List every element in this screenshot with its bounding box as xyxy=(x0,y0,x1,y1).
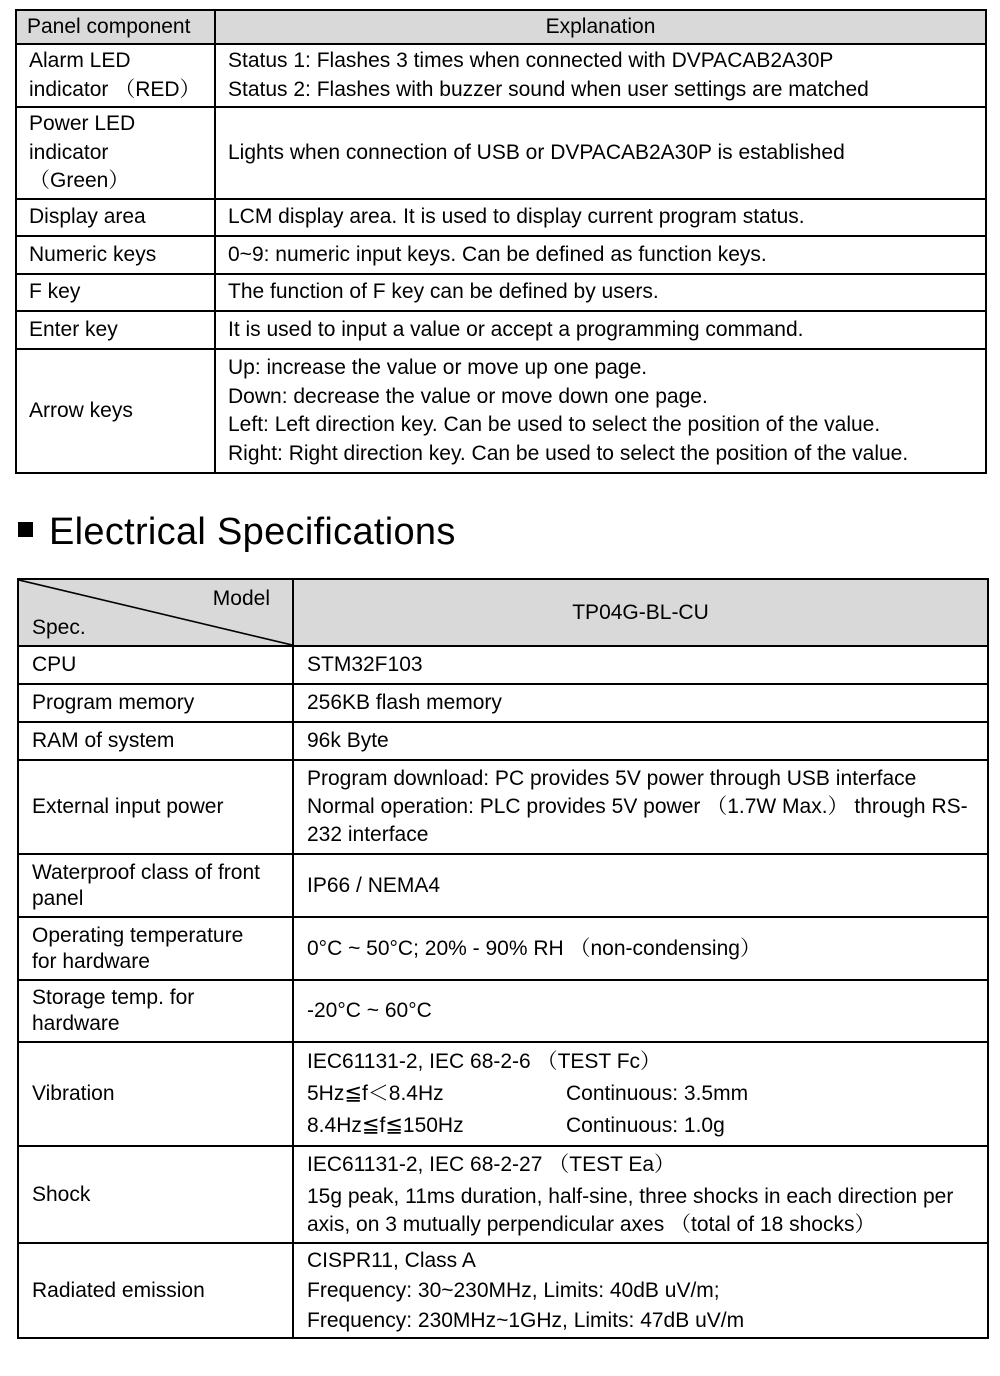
explanation-line: Up: increase the value or move up one page. xyxy=(228,356,648,379)
component-cell: Display area xyxy=(16,199,215,236)
spec-value-cell: STM32F103 xyxy=(293,646,988,684)
spec-value-cell: -20°C ~ 60°C xyxy=(293,980,988,1042)
spec-name-cell: Program memory xyxy=(18,684,293,722)
table-row xyxy=(18,1042,988,1146)
table-row xyxy=(16,236,986,274)
explanation-cell: LCM display area. It is used to display current program status. xyxy=(215,199,986,236)
spec-name-line: panel xyxy=(32,886,84,910)
component-cell xyxy=(16,107,215,199)
spec-name-cell xyxy=(18,854,293,917)
section-heading-text: Electrical Specifications xyxy=(49,511,456,553)
component-cell xyxy=(16,44,215,107)
explanation-line: Left: Left direction key. Can be used to select the position of the value. xyxy=(228,413,881,436)
model-value-header: TP04G-BL-CU xyxy=(293,579,988,646)
spec-name-line: Waterproof class of front xyxy=(32,860,260,884)
table-row xyxy=(18,684,988,722)
table-row xyxy=(16,311,986,349)
spec-value-cell: 256KB flash memory xyxy=(293,684,988,722)
spec-label: Spec. xyxy=(32,616,86,639)
spec-value-line: Frequency: 30~230MHz, Limits: 40dB uV/m; xyxy=(307,1278,720,1302)
component-cell: Numeric keys xyxy=(16,236,215,274)
explanation-cell xyxy=(215,44,986,107)
component-cell: Enter key xyxy=(16,311,215,349)
spec-value-cell xyxy=(293,1042,988,1146)
panel-component-header: Panel component xyxy=(16,10,215,44)
component-line: indicator （RED） xyxy=(29,77,201,101)
explanation-line: Lights when connection of USB or DVPACAB2A30P is established xyxy=(228,140,845,164)
component-cell: Arrow keys xyxy=(16,349,215,473)
spec-name-line: Storage temp. for xyxy=(32,986,195,1009)
explanation-line: Status 1: Flashes 3 times when connected with DVPACAB2A30P xyxy=(228,49,834,72)
explanation-cell: It is used to input a value or accept a programming command. xyxy=(215,311,986,349)
spec-name-cell xyxy=(18,917,293,980)
component-line: Power LED xyxy=(29,112,136,136)
explanation-cell: The function of F key can be defined by users. xyxy=(215,274,986,311)
explanation-cell xyxy=(215,107,986,199)
panel-component-table xyxy=(15,9,987,474)
spec-value-cell xyxy=(293,760,988,854)
spec-name-cell: External input power xyxy=(18,760,293,854)
explanation-header: Explanation xyxy=(215,10,986,44)
spec-name-cell: Radiated emission xyxy=(18,1243,293,1338)
spec-value-line: Program download: PC provides 5V power through USB interface xyxy=(307,767,917,790)
table-row xyxy=(18,760,988,854)
spec-value-cell: 0°C ~ 50°C; 20% - 90% RH （non-condensing） xyxy=(293,917,988,980)
spec-value-line: 15g peak, 11ms duration, half-sine, three shocks in each direction per axis, on 3 mutually perpendicular axes （total of 18 shocks） xyxy=(307,1184,954,1236)
component-cell: F key xyxy=(16,274,215,311)
spec-value-line: CISPR11, Class A xyxy=(307,1248,476,1272)
explanation-cell: 0~9: numeric input keys. Can be defined as function keys. xyxy=(215,236,986,274)
spec-value-cell: 96k Byte xyxy=(293,722,988,760)
spec-name-line: hardware xyxy=(32,1012,120,1035)
spec-value-cell xyxy=(293,1146,988,1243)
vibration-amplitude: Continuous: 3.5mm xyxy=(566,1082,749,1105)
spec-name-line: Operating temperature xyxy=(32,923,244,947)
diagonal-header-cell xyxy=(18,579,293,646)
spec-value-cell xyxy=(293,1243,988,1338)
spec-name-cell: CPU xyxy=(18,646,293,684)
table-row xyxy=(18,722,988,760)
spec-name-cell xyxy=(18,980,293,1042)
explanation-line: Right: Right direction key. Can be used to select the position of the value. xyxy=(228,441,909,465)
component-line: （Green） xyxy=(29,169,130,193)
spec-name-cell: Vibration xyxy=(18,1042,293,1146)
table-row xyxy=(18,1243,988,1338)
table-row xyxy=(16,274,986,311)
electrical-spec-table xyxy=(17,578,989,1339)
table-row xyxy=(18,1146,988,1243)
explanation-cell xyxy=(215,349,986,473)
vibration-frequency: 8.4Hz≦f≦150Hz xyxy=(307,1114,464,1137)
table-row xyxy=(18,917,988,980)
spec-name-cell: RAM of system xyxy=(18,722,293,760)
panel-table-header-row xyxy=(16,10,986,44)
spec-name-line: for hardware xyxy=(32,949,150,973)
section-heading xyxy=(18,508,456,556)
square-bullet-icon xyxy=(18,522,33,537)
vibration-amplitude: Continuous: 1.0g xyxy=(566,1114,725,1137)
spec-value-line: IEC61131-2, IEC 68-2-6 （TEST Fc） xyxy=(307,1050,662,1073)
spec-table-header-row xyxy=(18,579,988,646)
table-row xyxy=(16,107,986,199)
explanation-line: Status 2: Flashes with buzzer sound when user settings are matched xyxy=(228,77,869,101)
table-row xyxy=(18,980,988,1042)
model-label: Model xyxy=(212,587,270,610)
vibration-pair-line xyxy=(307,1078,975,1110)
spec-value-line: Frequency: 230MHz~1GHz, Limits: 47dB uV/m xyxy=(307,1308,745,1332)
table-row xyxy=(18,854,988,917)
table-row xyxy=(16,349,986,473)
component-line: Alarm LED xyxy=(29,49,131,72)
spec-value-line: Normal operation: PLC provides 5V power （1.7W Max.） through RS-232 interface xyxy=(307,795,968,846)
vibration-frequency: 5Hz≦f＜8.4Hz xyxy=(307,1082,444,1105)
explanation-line: Down: decrease the value or move down one page. xyxy=(228,384,708,408)
table-row xyxy=(16,44,986,107)
component-line: indicator xyxy=(29,140,109,164)
spec-value-cell: IP66 / NEMA4 xyxy=(293,854,988,917)
vibration-pair-line xyxy=(307,1110,975,1142)
spec-name-cell: Shock xyxy=(18,1146,293,1243)
table-row xyxy=(18,646,988,684)
spec-value-line: IEC61131-2, IEC 68-2-27 （TEST Ea） xyxy=(307,1152,676,1176)
table-row xyxy=(16,199,986,236)
